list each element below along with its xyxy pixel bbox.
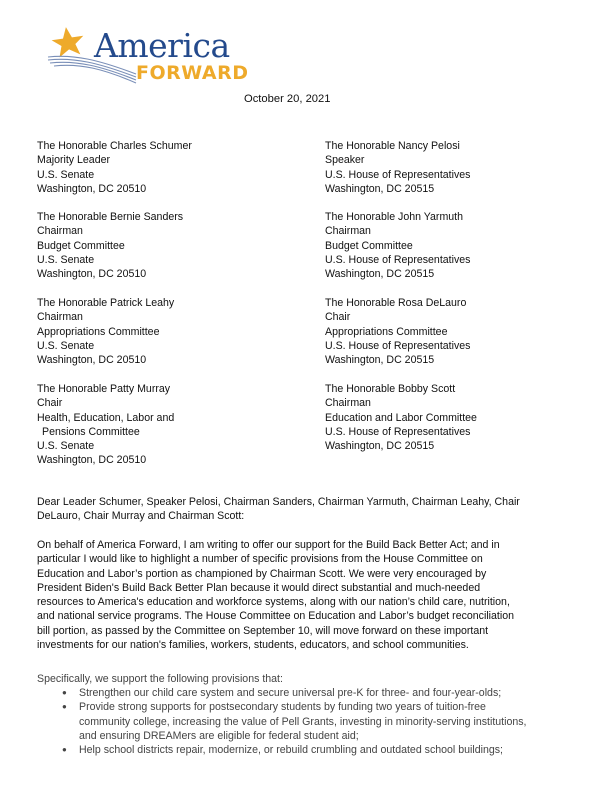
address-line: Washington, DC 20510 bbox=[37, 182, 147, 195]
star-icon bbox=[50, 25, 86, 58]
address-line: Speaker bbox=[325, 154, 365, 167]
address-line: Washington, DC 20515 bbox=[325, 268, 435, 281]
address-line: The Honorable Bernie Sanders bbox=[37, 211, 184, 223]
recipient-murray bbox=[37, 382, 174, 468]
list-item-line: Help school districts repair, modernize, or rebuild crumbling and outdated school buildings; bbox=[79, 744, 503, 757]
recipient-sanders bbox=[37, 210, 183, 281]
address-line: U.S. Senate bbox=[37, 253, 95, 266]
address-line: The Honorable Nancy Pelosi bbox=[325, 140, 460, 152]
paragraph-line: On behalf of America Forward, I am writing to offer our support for the Build Back Better Act; and in bbox=[37, 539, 500, 551]
paragraph-line: bill portion, as passed by the Committee on September 10, will move forward on these important bbox=[37, 624, 489, 637]
paragraph-line: President Biden's Build Back Better Plan because it would direct substantial and much-needed bbox=[37, 581, 481, 594]
address-line: Washington, DC 20510 bbox=[37, 354, 147, 367]
paragraph-line: and national service programs. The House Committee on Education and Labor’s budget reconciliation bbox=[37, 610, 515, 623]
letter-date: October 20, 2021 bbox=[244, 93, 331, 105]
address-line: U.S. Senate bbox=[37, 440, 95, 453]
list-item-line: Strengthen our child care system and secure universal pre-K for three- and four-year-olds; bbox=[79, 687, 502, 699]
address-line: Chairman bbox=[325, 225, 371, 238]
address-line: Chair bbox=[37, 397, 63, 410]
list-item-line: community college, increasing the value of Pell Grants, investing in minority-serving institutions, bbox=[79, 715, 527, 728]
address-line: U.S. Senate bbox=[37, 339, 95, 352]
address-line: The Honorable Rosa DeLauro bbox=[325, 297, 467, 309]
list-item bbox=[37, 686, 577, 700]
paragraph-line: Education and Labor’s portion as championed by Chairman Scott. We were very encouraged by bbox=[37, 567, 487, 580]
provisions-list bbox=[37, 686, 577, 757]
address-line: U.S. Senate bbox=[37, 168, 95, 181]
address-line: Majority Leader bbox=[37, 154, 111, 167]
paragraph-line: resources to America's education and workforce systems, along with our nation’s child care, nutrition, bbox=[37, 596, 510, 609]
list-item bbox=[37, 700, 577, 743]
address-line: Chair bbox=[325, 311, 351, 324]
address-line: U.S. House of Representatives bbox=[325, 253, 471, 266]
paragraph-line: particular I would like to highlight a number of specific provisions from the House Committee on bbox=[37, 553, 483, 566]
logo-wordmark-america: America bbox=[94, 26, 230, 65]
address-line: Appropriations Committee bbox=[325, 325, 448, 338]
list-item-line: and ensuring DREAMers are eligible for federal student aid; bbox=[79, 729, 359, 742]
address-line: Washington, DC 20515 bbox=[325, 182, 435, 195]
body-paragraph bbox=[37, 538, 577, 652]
recipient-yarmuth bbox=[325, 210, 470, 281]
address-line: Chairman bbox=[37, 225, 83, 238]
list-item bbox=[37, 743, 577, 757]
address-line: The Honorable Patty Murray bbox=[37, 383, 171, 395]
address-line: Chairman bbox=[325, 397, 371, 410]
bullet-icon: ● bbox=[62, 702, 67, 712]
address-line: Education and Labor Committee bbox=[325, 411, 477, 424]
bullet-icon: ● bbox=[62, 688, 67, 697]
paragraph-line: investments for our nation's families, workers, students, educators, and school communities. bbox=[37, 639, 469, 652]
address-line: Budget Committee bbox=[325, 239, 413, 252]
provisions-intro: Specifically, we support the following provisions that: bbox=[37, 673, 283, 685]
address-line: Washington, DC 20515 bbox=[325, 440, 435, 453]
recipient-delauro bbox=[325, 296, 470, 367]
address-line: U.S. House of Representatives bbox=[325, 339, 471, 352]
address-line: The Honorable Charles Schumer bbox=[37, 140, 192, 152]
address-line: U.S. House of Representatives bbox=[325, 168, 471, 181]
address-line: Pensions Committee bbox=[42, 425, 140, 438]
salutation-line: Dear Leader Schumer, Speaker Pelosi, Chairman Sanders, Chairman Yarmuth, Chairman Leahy, Chair bbox=[37, 496, 520, 508]
bullet-icon: ● bbox=[62, 745, 67, 755]
address-line: Washington, DC 20515 bbox=[325, 354, 435, 367]
address-line: Health, Education, Labor and bbox=[37, 411, 175, 424]
address-line: Chairman bbox=[37, 311, 83, 324]
logo-wordmark-forward: FORWARD bbox=[136, 62, 249, 84]
recipient-scott bbox=[325, 382, 477, 453]
address-line: Appropriations Committee bbox=[37, 325, 160, 338]
recipient-leahy bbox=[37, 296, 174, 367]
address-line: The Honorable Bobby Scott bbox=[325, 383, 456, 395]
list-item-line: Provide strong supports for postsecondary students by funding two years of tuition-free bbox=[79, 701, 486, 714]
salutation bbox=[37, 495, 577, 524]
address-line: The Honorable Patrick Leahy bbox=[37, 297, 175, 309]
address-line: The Honorable John Yarmuth bbox=[325, 211, 463, 223]
address-line: Washington, DC 20510 bbox=[37, 454, 147, 467]
america-forward-logo bbox=[44, 24, 249, 88]
address-line: U.S. House of Representatives bbox=[325, 425, 471, 438]
recipient-schumer bbox=[37, 139, 192, 196]
salutation-line: DeLauro, Chair Murray and Chairman Scott: bbox=[37, 510, 245, 523]
address-line: Washington, DC 20510 bbox=[37, 268, 147, 281]
recipient-pelosi bbox=[325, 139, 470, 196]
address-line: Budget Committee bbox=[37, 239, 125, 252]
